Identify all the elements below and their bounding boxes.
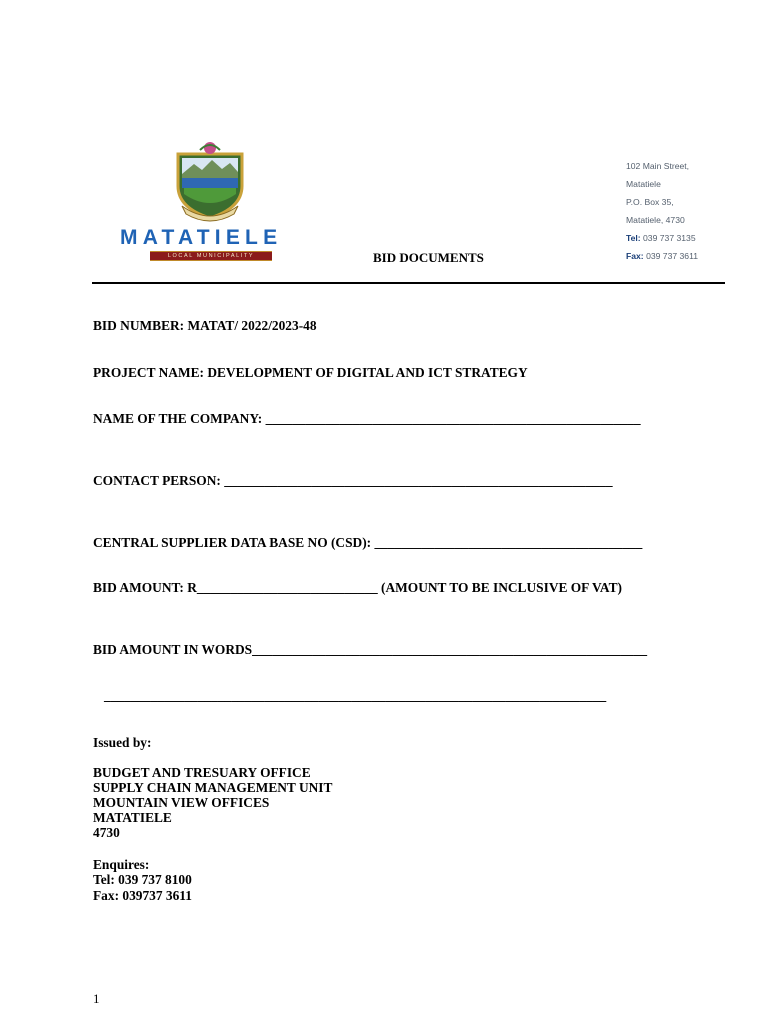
bid-amount-field: BID AMOUNT: R___________________________ (AMOUNT TO BE INCLUSIVE OF VAT) bbox=[93, 580, 622, 595]
issuer-town: MATATIELE bbox=[93, 810, 172, 825]
address-tel-value: 039 737 3135 bbox=[643, 233, 696, 243]
issuer-building: MOUNTAIN VIEW OFFICES bbox=[93, 795, 270, 810]
bid-number: BID NUMBER: MATAT/ 2022/2023-48 bbox=[93, 318, 317, 333]
issuer-postcode: 4730 bbox=[93, 825, 120, 840]
issued-by-label: Issued by: bbox=[93, 735, 152, 750]
issuer-unit: SUPPLY CHAIN MANAGEMENT UNIT bbox=[93, 780, 333, 795]
csd-number-field: CENTRAL SUPPLIER DATA BASE NO (CSD): ________________________________________ bbox=[93, 535, 643, 550]
municipality-logo-subtitle: LOCAL MUNICIPALITY bbox=[150, 251, 272, 261]
page-title: BID DOCUMENTS bbox=[373, 250, 484, 265]
municipality-logo-text: MATATIELE bbox=[120, 226, 283, 249]
header-divider bbox=[92, 282, 725, 284]
coat-of-arms-icon bbox=[172, 142, 248, 222]
address-line-street: 102 Main Street, bbox=[626, 161, 690, 171]
enquiries-tel: Tel: 039 737 8100 bbox=[93, 872, 192, 887]
address-line-town: Matatiele bbox=[626, 179, 661, 189]
enquiries-fax: Fax: 039737 3611 bbox=[93, 888, 192, 903]
bid-amount-words-field: BID AMOUNT IN WORDS___________________________________________________________ bbox=[93, 642, 648, 657]
address-tel-label: Tel: bbox=[626, 233, 641, 243]
enquiries-label: Enquires: bbox=[93, 857, 150, 872]
contact-person-field: CONTACT PERSON: __________________________________________________________ bbox=[93, 473, 613, 488]
project-name: PROJECT NAME: DEVELOPMENT OF DIGITAL AND ICT STRATEGY bbox=[93, 365, 528, 380]
address-fax-label: Fax: bbox=[626, 251, 644, 261]
bid-amount-words-continuation: ___________________________________________________________________________ bbox=[104, 688, 607, 703]
issuer-office: BUDGET AND TRESUARY OFFICE bbox=[93, 765, 311, 780]
address-line-pobox: P.O. Box 35, bbox=[626, 197, 674, 207]
address-fax bbox=[626, 251, 698, 261]
company-name-field: NAME OF THE COMPANY: ________________________________________________________ bbox=[93, 411, 641, 426]
address-line-postcode: Matatiele, 4730 bbox=[626, 215, 685, 225]
address-fax-value: 039 737 3611 bbox=[646, 251, 698, 261]
page-number: 1 bbox=[93, 991, 100, 1006]
address-tel bbox=[626, 233, 696, 243]
